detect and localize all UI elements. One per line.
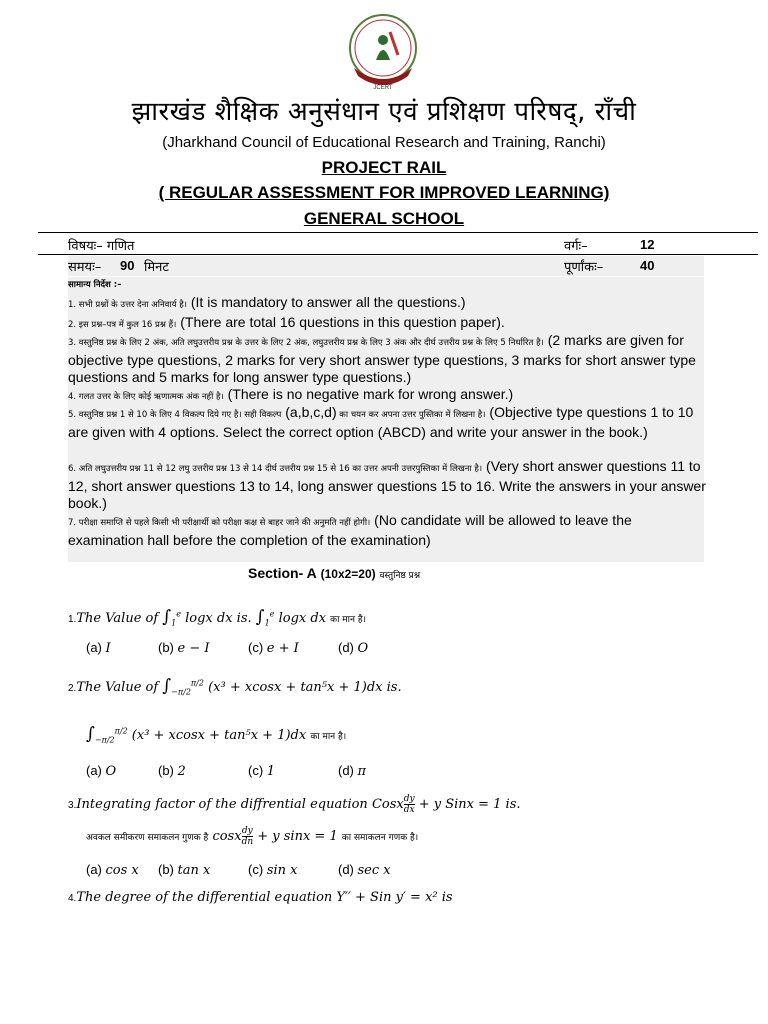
question-1: 1.The Value of $\int_1^e$ logx dx is. $\int_1^e$ logx dx का मान है। <box>68 607 367 628</box>
english-subtitle: (Jharkhand Council of Educational Research and Training, Ranchi) <box>162 134 606 151</box>
instruction-1: 1. सभी प्रश्नों के उत्तर देना अनिवार्य है। (It is mandatory to answer all the questions.) <box>68 294 466 310</box>
school-title: GENERAL SCHOOL <box>303 209 465 228</box>
time-unit: मिनट <box>144 260 169 275</box>
marks-value: 40 <box>640 258 655 273</box>
q3-option-c: (c) sin x <box>248 862 298 878</box>
subject: विषयः– गणित <box>68 239 135 254</box>
fraction-dy-dx: $\frac{dy}{dx}$ <box>403 794 415 815</box>
fraction-dy-dn: $\frac{dy}{dn}$ <box>241 826 254 847</box>
meta-row-2 <box>68 256 704 276</box>
question-2-hindi: $\int_{-\pi/2}^{\pi/2}$ (x³ + xcosx + tan⁵x + 1)dx का मान है। <box>86 724 347 745</box>
q3-option-b: (b) tan x <box>158 862 211 878</box>
instructions-heading: सामान्य निर्देश :– <box>68 280 122 290</box>
instruction-3: 3. वस्तुनिष्ठ प्रश्न के लिए 2 अंक, अति लघुउत्तरीय प्रश्न के उत्तर के लिए 2 अंक, लघुउत्तरीय प्रश्न के लिए 3 अंक और दीर्घ उत्तरीय प्रश्न के लिए 5 निर्धारित है। (2 marks are given for objective type questions, 2 marks for very short answer type questions, 3 marks for short answer type questions and 5 marks for long answer type questions.) <box>68 332 696 385</box>
instruction-2: 2. इस प्रश्न–पत्र में कुल 16 प्रश्न हैं। (There are total 16 questions in this question paper). <box>68 314 505 330</box>
question-4: 4.The degree of the differential equation Y′′ + Sin y′ = x² is <box>68 890 453 905</box>
q3-option-a: (a) cos x <box>86 862 139 878</box>
q2-option-c: (c) 1 <box>248 763 276 779</box>
q2-option-d: (d) π <box>338 763 367 779</box>
q2-option-a: (a) O <box>86 763 117 779</box>
instruction-5: 5. वस्तुनिष्ठ प्रश्न 1 से 10 के लिए 4 विकल्प दिये गए है। सही विकल्प (a,b,c,d) का चयन कर अपना उत्तर पुस्तिका में लिखना है। (Objective type questions 1 to 10 are given with 4 options. Select the correct option (ABCD) and write your answer in the book.) <box>68 404 694 440</box>
section-hindi: वस्तुनिष्ठ प्रश्न <box>379 571 421 581</box>
instruction-6: 6. अति लघुउत्तरीय प्रश्न 11 से 12 लघु उत्तरीय प्रश्न 13 से 14 दीर्घ उत्तरीय प्रश्न 15 से 16 का उत्तर अपनी उत्तरपुस्तिका में लिखना है। (Very short answer questions 11 to 12, short answer questions 13 to 14, long answer questions 15 to 16. Write the answers in your answer book.) <box>68 458 706 511</box>
logo-text: JCERT <box>373 85 393 91</box>
integral-sign: ∫ <box>162 676 172 696</box>
project-title: PROJECT RAIL <box>321 158 447 177</box>
integral-sign: ∫ <box>162 607 172 627</box>
q1-option-a: (a) I <box>86 640 111 656</box>
time-value: 90 <box>120 258 135 273</box>
time-label: समयः– <box>68 260 102 275</box>
jcert-logo <box>342 10 424 92</box>
question-3-hindi: अवकल समीकरण समाकलन गुणक है cosx $\frac{dy}{dn}$ + y sinx = 1 का समाकलन गणक है। <box>86 826 419 847</box>
question-3: 3.Integrating factor of the diffrential equation Cosx $\frac{dy}{dx}$ + y Sinx = 1 is. <box>68 794 521 815</box>
class-label: वर्गः– <box>564 239 588 254</box>
q3-option-d: (d) sec x <box>338 862 391 878</box>
section-title: Section- A <box>248 565 317 581</box>
question-2: 2.The Value of $\int_{-\pi/2}^{\pi/2}$ (x³ + xcosx + tan⁵x + 1)dx is. <box>68 676 402 697</box>
project-expansion: ( REGULAR ASSESSMENT FOR IMPROVED LEARNING) <box>158 183 610 202</box>
integral-sign: ∫ <box>255 607 265 627</box>
divider-mid <box>38 254 758 255</box>
instruction-4: 4. गलत उत्तर के लिए कोई ऋणात्मक अंक नहीं है। (There is no negative mark for wrong answer.) <box>68 386 514 402</box>
q2-option-b: (b) 2 <box>158 763 186 779</box>
instruction-7: 7. परीक्षा समाप्ति से पहले किसी भी परीक्षार्थी को परीक्षा कक्ष से बाहर जाने की अनुमति नहीं होगी। (No candidate will be allowed to leave the examination hall before the completion of the examination) <box>68 512 632 548</box>
meta-row-1 <box>68 236 704 254</box>
hindi-title: झारखंड शैक्षिक अनुसंधान एवं प्रशिक्षण परिषद्, राँची <box>131 97 637 127</box>
class-value: 12 <box>640 237 655 252</box>
section-marks: (10x2=20) <box>320 567 376 581</box>
marks-label: पूर्णांकः– <box>564 260 604 275</box>
q1-option-d: (d) O <box>338 640 369 656</box>
section-heading <box>248 565 420 581</box>
q1-option-b: (b) e − I <box>158 640 210 656</box>
integral-sign: ∫ <box>86 724 95 744</box>
divider-top <box>38 232 758 233</box>
q1-option-c: (c) e + I <box>248 640 299 656</box>
